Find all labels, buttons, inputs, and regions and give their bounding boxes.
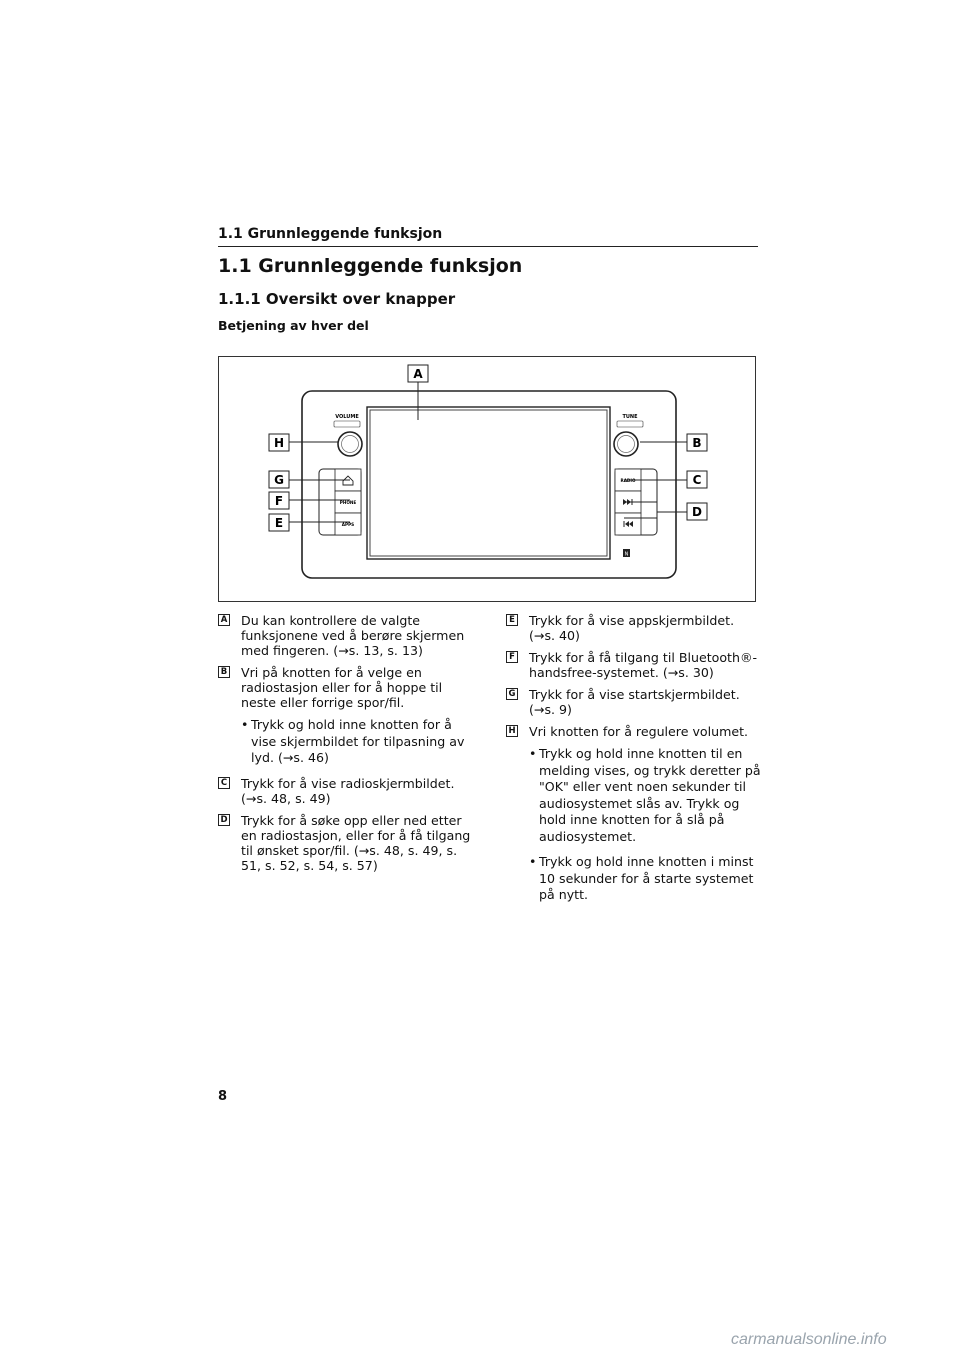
item-text: Trykk for å vise radioskjermbildet. (→s. 48, s. 49): [241, 775, 455, 806]
item-badge: F: [506, 651, 518, 663]
item-text: Vri knotten for å regulere volumet.: [529, 724, 749, 739]
callout-d: D: [692, 505, 702, 519]
list-item: [506, 613, 762, 643]
radio-label: RADIO: [620, 478, 636, 483]
bullet-item: • Trykk og hold inne knotten i minst 10 sekunder for å starte systemet på nytt.: [529, 854, 762, 904]
bullet-text: Trykk og hold inne knotten for å vise skjermbildet for tilpasning av lyd. (→s. 46): [251, 717, 465, 765]
page-title: 1.1 Grunnleggende funksjon: [218, 255, 523, 277]
item-text: Trykk for å vise startskjermbildet. (→s. 9): [529, 687, 740, 717]
callout-h: H: [273, 436, 285, 450]
item-text: Du kan kontrollere de valgte funksjonene ved å berøre skjermen med fingeren. (→s. 13, s. 13): [241, 613, 465, 658]
section-subtitle: 1.1.1 Oversikt over knapper: [218, 290, 456, 308]
item-text: Trykk for å få tilgang til Bluetooth®-handsfree-systemet. (→s. 30): [529, 650, 758, 680]
left-column: [218, 613, 480, 880]
head-unit-figure: [218, 356, 756, 602]
list-item: [506, 724, 762, 739]
callout-b: B: [692, 436, 702, 450]
volume-label: VOLUME: [335, 414, 359, 420]
item-text: Vri på knotten for å velge en radiostasjon eller for å hoppe til neste eller forrige spor/fil.: [241, 665, 443, 710]
bullet-item: • Trykk og hold inne knotten til en melding vises, og trykk deretter på "OK" eller vent noen sekunder til audiosystemet slås av. Trykk og hold inne knotten for å slå på audiosystemet.: [529, 746, 761, 844]
list-item: [218, 813, 480, 873]
callout-c: C: [692, 473, 702, 487]
section-heading: Betjening av hver del: [218, 318, 369, 333]
bullet-item: • Trykk og hold inne knotten for å vise skjermbildet for tilpasning av lyd. (→s. 46): [241, 717, 480, 767]
head-unit-illustration: [219, 357, 755, 601]
item-badge: A: [218, 614, 230, 626]
list-item: [218, 613, 480, 658]
list-item: [218, 776, 480, 806]
tune-label: TUNE: [622, 414, 638, 420]
item-badge: C: [218, 777, 230, 789]
callout-a: A: [413, 367, 423, 381]
item-text: Trykk for å vise appskjermbildet. (→s. 40): [529, 613, 735, 643]
nfc-letter: N: [624, 551, 629, 558]
right-column: [506, 613, 762, 913]
item-badge: E: [506, 614, 518, 626]
item-text: Trykk for å søke opp eller ned etter en radiostasjon, eller for å få tilgang til ønsket spor/fil. (→s. 48, s. 49, s. 51, s. 52, s. 54, s. 57): [241, 812, 471, 873]
item-badge: G: [506, 688, 518, 700]
bullet-text: Trykk og hold inne knotten i minst 10 sekunder for å starte systemet på nytt.: [539, 854, 754, 902]
item-badge: H: [506, 725, 518, 737]
item-badge: B: [218, 666, 230, 678]
footer-watermark[interactable]: carmanualsonline.info: [731, 1331, 887, 1348]
list-item: [218, 665, 480, 710]
bullet-text: Trykk og hold inne knotten til en melding vises, og trykk deretter på "OK" eller vent noen sekunder til audiosystemet slås av. Trykk og hold inne knotten for å slå på audiosystemet.: [539, 746, 761, 844]
callout-e: E: [274, 516, 284, 530]
display-screen[interactable]: [370, 410, 607, 556]
page-number: 8: [218, 1089, 228, 1104]
apps-label: APPS: [341, 522, 355, 527]
phone-label: PHONE: [339, 500, 357, 505]
list-item: [506, 687, 762, 717]
item-badge: D: [218, 814, 230, 826]
running-header: 1.1 Grunnleggende funksjon: [218, 226, 758, 247]
callout-g: G: [274, 473, 284, 487]
list-item: [506, 650, 762, 680]
callout-f: F: [274, 494, 284, 508]
